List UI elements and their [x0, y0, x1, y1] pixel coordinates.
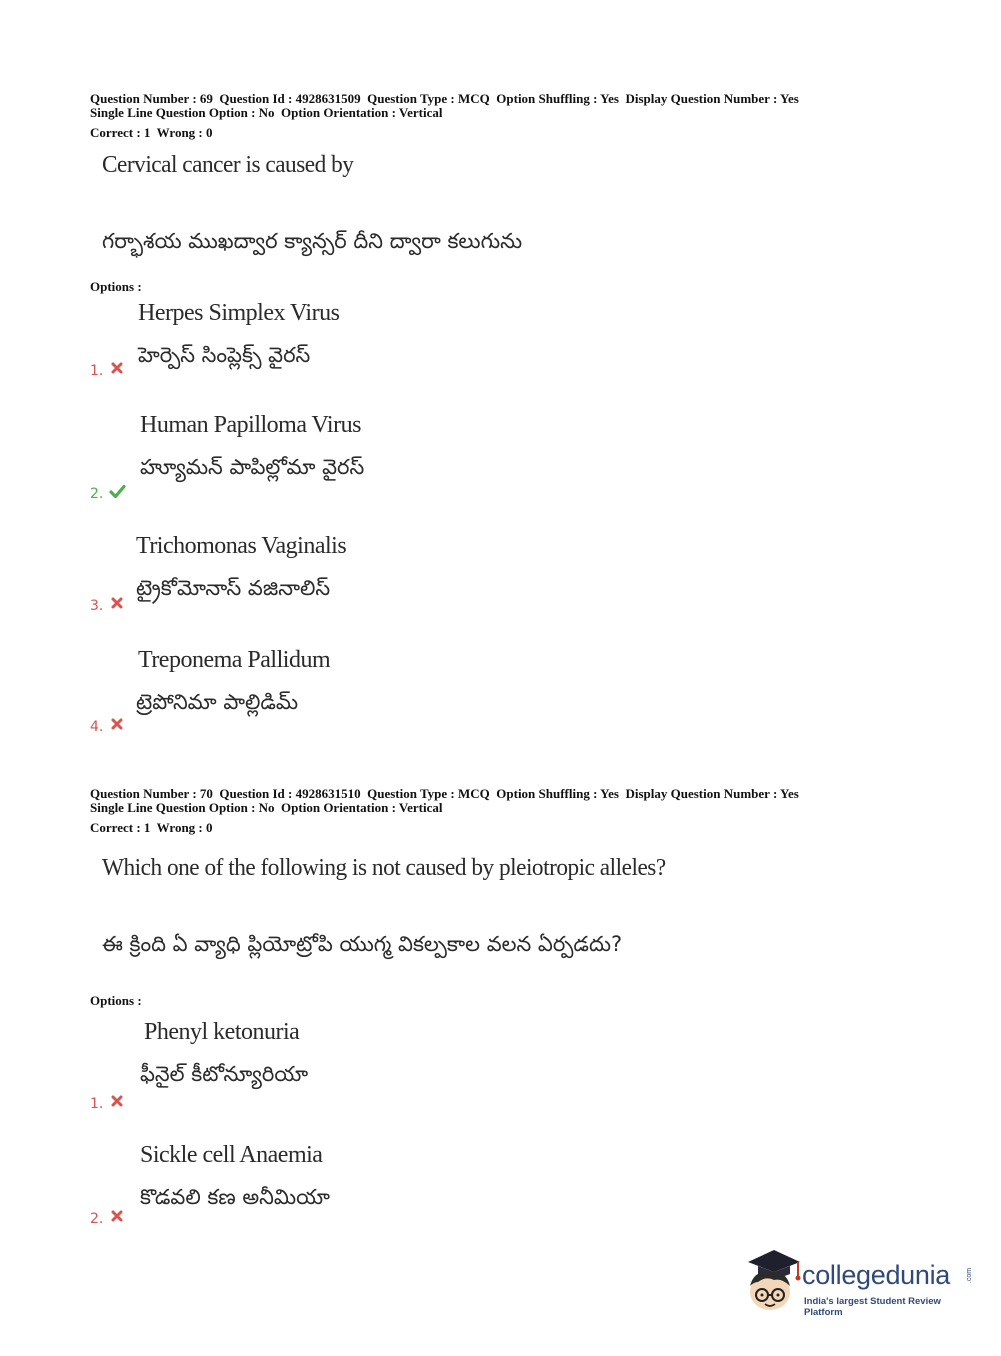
option-number: 1. — [90, 363, 104, 379]
option-number: 2. — [90, 1211, 104, 1227]
question-text-english: Which one of the following is not caused by pleiotropic alleles? — [102, 855, 666, 881]
option-text-telugu: కొడవలి కణ అనీమియా — [140, 1185, 330, 1209]
option-text-telugu: ఫీనైల్ కీటోన్యూరియా — [140, 1062, 309, 1086]
logo-wordmark: collegedunia — [802, 1260, 951, 1290]
question-meta-line1: Question Number : 69 Question Id : 4928631509 Question Type : MCQ Option Shuffling : Yes Display Question Number : Yes — [90, 91, 799, 106]
question-meta-line3: Correct : 1 Wrong : 0 — [90, 820, 213, 835]
option-number: 1. — [90, 1096, 104, 1112]
options-label: Options : — [90, 279, 142, 294]
check-icon — [109, 484, 126, 499]
option-text-english: Sickle cell Anaemia — [140, 1142, 323, 1168]
option-text-english: Treponema Pallidum — [138, 647, 331, 673]
option-number: 3. — [90, 598, 104, 614]
option-text-english: Trichomonas Vaginalis — [136, 533, 347, 559]
option-text-telugu: ట్రైకోమోనాస్ వజినాలిస్ — [136, 576, 331, 600]
question-meta-line3: Correct : 1 Wrong : 0 — [90, 125, 213, 140]
cross-icon — [110, 1094, 124, 1108]
question-meta-line1: Question Number : 70 Question Id : 4928631510 Question Type : MCQ Option Shuffling : Yes Display Question Number : Yes — [90, 786, 799, 801]
option-text-english: Human Papilloma Virus — [140, 412, 361, 438]
cross-icon — [110, 596, 124, 610]
logo-domain-suffix: .com — [966, 1267, 974, 1284]
options-label: Options : — [90, 993, 142, 1008]
question-text-telugu: ఈ క్రింది ఏ వ్యాధి ప్లియోట్రోపి యుగ్మ వికల్పకాల వలన ఏర్పడదు? — [102, 932, 623, 956]
cross-icon — [110, 717, 124, 731]
question-meta-line2: Single Line Question Option : No Option Orientation : Vertical — [90, 800, 443, 815]
cross-icon — [110, 1209, 124, 1223]
option-text-telugu: ట్రెపోనిమా పాల్లిడిమ్ — [136, 690, 299, 714]
question-text-english: Cervical cancer is caused by — [102, 152, 354, 178]
option-text-english: Herpes Simplex Virus — [138, 300, 340, 326]
option-number: 4. — [90, 719, 104, 735]
question-meta-line2: Single Line Question Option : No Option Orientation : Vertical — [90, 105, 443, 120]
option-text-telugu: హెర్పెస్ సింప్లెక్స్ వైరస్ — [138, 343, 311, 367]
logo-tagline: India's largest Student Review Platform — [804, 1296, 941, 1318]
option-number: 2. — [90, 486, 104, 502]
question-text-telugu: గర్భాశయ ముఖద్వార క్యాన్సర్ దీని ద్వారా కలుగును — [102, 229, 523, 253]
cross-icon — [110, 361, 124, 375]
collegedunia-logo — [740, 1248, 980, 1318]
option-text-english: Phenyl ketonuria — [144, 1019, 300, 1045]
option-text-telugu: హ్యూమన్ పాపిల్లోమా వైరస్ — [140, 455, 365, 479]
mascot-icon — [740, 1248, 802, 1314]
